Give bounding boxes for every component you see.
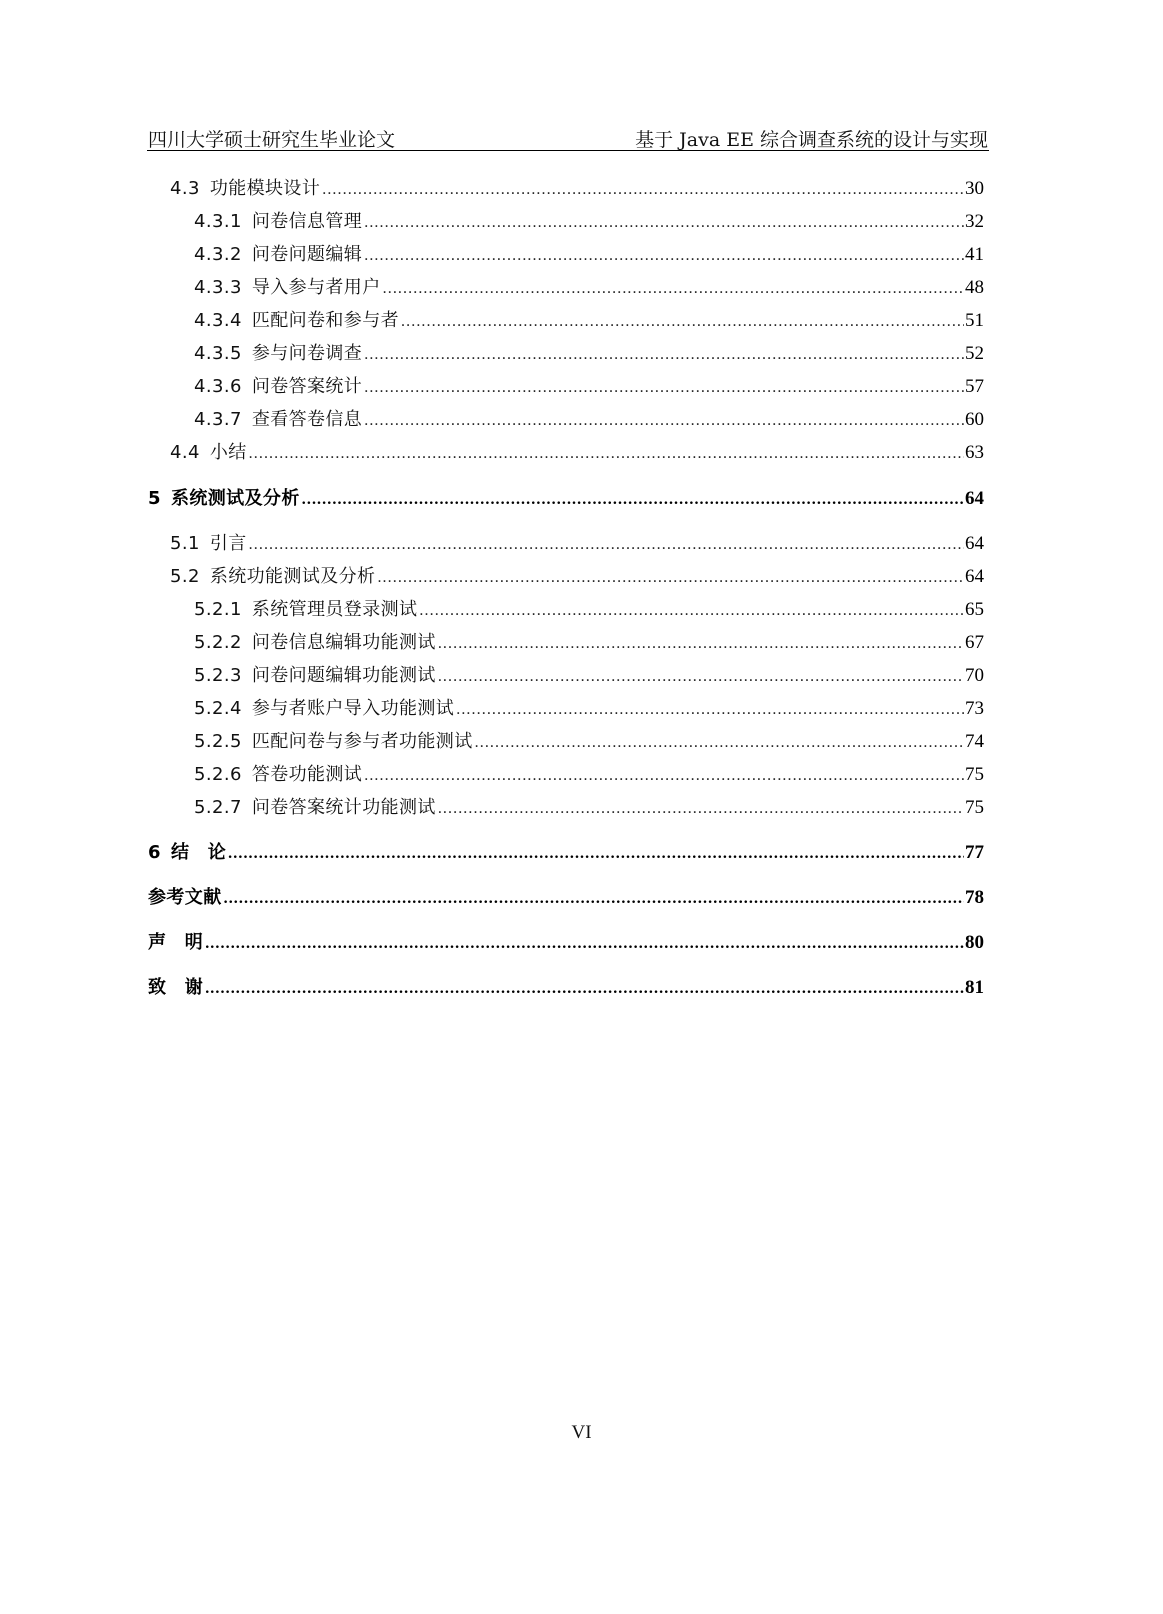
toc-entry-page: 32 xyxy=(965,211,984,232)
toc-entry-label xyxy=(194,727,475,753)
toc-entry-title: 问卷问题编辑功能测试 xyxy=(251,665,436,686)
toc-entry[interactable] xyxy=(148,838,984,866)
toc-entry-page: 80 xyxy=(965,932,984,953)
toc-entry-title: 匹配问卷和参与者 xyxy=(251,310,400,331)
toc-entry-title: 问卷答案统计 xyxy=(251,376,363,397)
toc-leader-dots xyxy=(383,280,964,298)
toc-leader-dots xyxy=(322,181,964,199)
toc-entry-number: 5.2.5 xyxy=(194,731,242,752)
toc-entry-page: 75 xyxy=(965,764,984,785)
toc-entry-number: 5.2 xyxy=(170,566,200,587)
toc-entry-title: 问卷信息编辑功能测试 xyxy=(251,632,436,653)
toc-entry[interactable] xyxy=(148,562,984,590)
toc-leader-dots xyxy=(364,247,964,265)
toc-entry-title: 结 论 xyxy=(170,842,227,863)
toc-entry[interactable] xyxy=(148,595,984,623)
toc-entry-label xyxy=(170,562,377,588)
toc-entry[interactable] xyxy=(148,405,984,433)
toc-entry[interactable] xyxy=(148,628,984,656)
toc-entry-page: 30 xyxy=(965,178,984,199)
toc-entry-label xyxy=(194,760,364,786)
toc-entry[interactable] xyxy=(148,484,984,512)
toc-entry-number: 5.2.3 xyxy=(194,665,242,686)
toc-leader-dots xyxy=(228,845,964,863)
toc-entry-page: 64 xyxy=(965,533,984,554)
toc-entry-title: 问卷信息管理 xyxy=(251,211,363,232)
toc-entry[interactable] xyxy=(148,928,984,956)
toc-entry[interactable] xyxy=(148,727,984,755)
toc-entry-title: 问卷答案统计功能测试 xyxy=(251,797,436,818)
toc-entry-title: 系统功能测试及分析 xyxy=(209,566,376,587)
toc-entry-label xyxy=(194,595,419,621)
toc-leader-dots xyxy=(456,701,964,719)
toc-entry-page: 57 xyxy=(965,376,984,397)
toc-entry-page: 41 xyxy=(965,244,984,265)
toc-entry-label xyxy=(194,240,364,266)
toc-entry-label xyxy=(194,694,456,720)
toc-entry-page: 48 xyxy=(965,277,984,298)
toc-entry-number: 4.3.2 xyxy=(194,244,242,265)
toc-entry-page: 74 xyxy=(965,731,984,752)
toc-entry-page: 81 xyxy=(965,977,984,998)
toc-entry-label xyxy=(194,372,364,398)
toc-entry-number: 4.3.1 xyxy=(194,211,242,232)
toc-entry-page: 75 xyxy=(965,797,984,818)
toc-entry-number: 4.4 xyxy=(170,442,200,463)
toc-leader-dots xyxy=(401,313,964,331)
toc-entry-title: 匹配问卷与参与者功能测试 xyxy=(251,731,473,752)
toc-entry-page: 67 xyxy=(965,632,984,653)
toc-entry[interactable] xyxy=(148,760,984,788)
toc-entry-label xyxy=(194,207,364,233)
toc-entry[interactable] xyxy=(148,661,984,689)
toc-entry[interactable] xyxy=(148,793,984,821)
toc-entry-title: 查看答卷信息 xyxy=(251,409,363,430)
toc-leader-dots xyxy=(364,379,964,397)
toc-entry-label xyxy=(194,793,438,819)
toc-entry-label xyxy=(194,306,401,332)
toc-leader-dots xyxy=(364,214,964,232)
toc-entry-number: 5.1 xyxy=(170,533,200,554)
toc-entry-title: 系统测试及分析 xyxy=(170,488,300,509)
toc-entry[interactable] xyxy=(148,973,984,1001)
toc-entry-label xyxy=(170,529,249,555)
toc-entry-title: 参与问卷调查 xyxy=(251,343,363,364)
toc-entry-number: 4.3.3 xyxy=(194,277,242,298)
toc-entry[interactable] xyxy=(148,306,984,334)
header-left-title: 四川大学硕士研究生毕业论文 xyxy=(148,129,396,151)
toc-entry-number: 5.2.7 xyxy=(194,797,242,818)
toc-leader-dots xyxy=(364,346,964,364)
page-number: VI xyxy=(571,1422,592,1443)
toc-entry[interactable] xyxy=(148,529,984,557)
toc-leader-dots xyxy=(438,800,964,818)
toc-leader-dots xyxy=(377,569,964,587)
toc-leader-dots xyxy=(205,980,964,998)
toc-entry-title: 问卷问题编辑 xyxy=(251,244,363,265)
toc-leader-dots xyxy=(438,668,964,686)
toc-entry[interactable] xyxy=(148,207,984,235)
toc-entry[interactable] xyxy=(148,883,984,911)
toc-leader-dots xyxy=(205,935,964,953)
toc-entry-title: 参考文献 xyxy=(148,887,222,908)
toc-entry-label xyxy=(194,339,364,365)
header-right-title: 基于 Java EE 综合调查系统的设计与实现 xyxy=(635,129,988,151)
toc-entry-page: 65 xyxy=(965,599,984,620)
toc-entry-number: 6 xyxy=(148,842,161,863)
toc-entry-label xyxy=(194,405,364,431)
toc-entry-title: 导入参与者用户 xyxy=(251,277,381,298)
toc-entry[interactable] xyxy=(148,339,984,367)
toc-entry-page: 73 xyxy=(965,698,984,719)
toc-entry-title: 引言 xyxy=(209,533,247,554)
toc-entry-title: 小结 xyxy=(209,442,247,463)
toc-entry-number: 5.2.4 xyxy=(194,698,242,719)
toc-entry-title: 致 谢 xyxy=(148,977,204,998)
toc-entry-page: 78 xyxy=(965,887,984,908)
toc-entry-page: 52 xyxy=(965,343,984,364)
toc-entry[interactable] xyxy=(148,273,984,301)
toc-leader-dots xyxy=(364,412,964,430)
toc-entry-title: 声 明 xyxy=(148,932,204,953)
toc-entry[interactable] xyxy=(148,694,984,722)
toc-entry-label xyxy=(148,928,205,954)
header-rule xyxy=(147,150,989,151)
toc-entry-title: 答卷功能测试 xyxy=(251,764,363,785)
toc-entry-label xyxy=(148,838,228,864)
toc-entry[interactable] xyxy=(148,372,984,400)
toc-entry-title: 参与者账户导入功能测试 xyxy=(251,698,455,719)
toc-entry-number: 5.2.6 xyxy=(194,764,242,785)
toc-entry-page: 60 xyxy=(965,409,984,430)
toc-entry-number: 4.3.6 xyxy=(194,376,242,397)
toc-leader-dots xyxy=(302,491,964,509)
toc-entry-number: 4.3 xyxy=(170,178,200,199)
toc-leader-dots xyxy=(438,635,964,653)
toc-entry-number: 4.3.7 xyxy=(194,409,242,430)
toc-leader-dots xyxy=(224,890,964,908)
toc-entry-page: 64 xyxy=(965,488,984,509)
toc-leader-dots xyxy=(249,445,964,463)
toc-entry-number: 5.2.1 xyxy=(194,599,242,620)
toc-entry-page: 70 xyxy=(965,665,984,686)
toc-entry-title: 系统管理员登录测试 xyxy=(251,599,418,620)
toc-entry-label xyxy=(170,174,322,200)
toc-entry-label xyxy=(148,973,205,999)
toc-entry-page: 63 xyxy=(965,442,984,463)
toc-entry[interactable] xyxy=(148,438,984,466)
toc-entry-label xyxy=(194,273,383,299)
toc-entry[interactable] xyxy=(148,174,984,202)
toc-entry-number: 4.3.4 xyxy=(194,310,242,331)
toc-entry-title: 功能模块设计 xyxy=(209,178,321,199)
toc-leader-dots xyxy=(475,734,964,752)
toc-entry-number: 4.3.5 xyxy=(194,343,242,364)
running-header xyxy=(148,122,988,152)
toc-entry-page: 77 xyxy=(965,842,984,863)
toc-leader-dots xyxy=(364,767,964,785)
toc-entry-number: 5.2.2 xyxy=(194,632,242,653)
toc-entry-page: 64 xyxy=(965,566,984,587)
toc-entry-page: 51 xyxy=(965,310,984,331)
toc-entry-label xyxy=(194,661,438,687)
toc-entry[interactable] xyxy=(148,240,984,268)
toc-leader-dots xyxy=(419,602,964,620)
toc-entry-label xyxy=(170,438,249,464)
toc-entry-label xyxy=(194,628,438,654)
toc-leader-dots xyxy=(249,536,964,554)
toc-entry-number: 5 xyxy=(148,488,161,509)
toc-entry-label xyxy=(148,484,302,510)
toc-entry-label xyxy=(148,883,224,909)
